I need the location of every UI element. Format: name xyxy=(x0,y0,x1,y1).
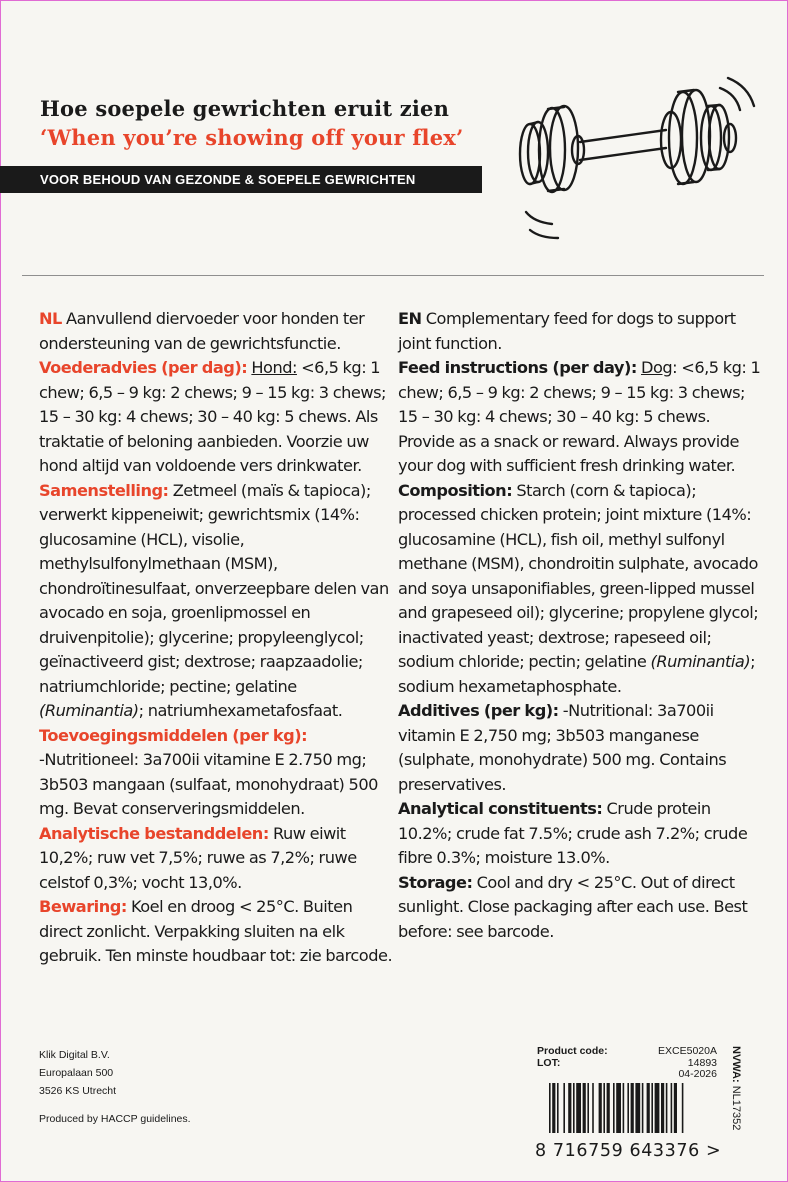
barcode-bar xyxy=(661,1083,664,1133)
barcode-bar xyxy=(671,1083,673,1133)
storage-text: Koel en droog < 25°C. Buiten direct zonlicht. Verpakking sluiten na elk gebruik. Ten minste houdbaar tot: zie barcode. xyxy=(39,897,393,965)
barcode-bar xyxy=(655,1083,660,1133)
composition-label: Composition: xyxy=(398,480,513,500)
title-dutch: Hoe soepele gewrichten eruit zien xyxy=(40,96,450,121)
company-city: 3526 KS Utrecht xyxy=(39,1085,117,1097)
barcode xyxy=(535,1083,715,1141)
product-code-value: EXCE5020A xyxy=(658,1045,717,1057)
header xyxy=(40,96,500,150)
lot-value: 14893 xyxy=(687,1056,717,1069)
feeding-target: Dog xyxy=(641,358,673,377)
intro-text: Aanvullend diervoeder voor honden ter ondersteuning van de gewrichtsfunctie. xyxy=(39,309,365,353)
composition-label: Samenstelling: xyxy=(39,480,169,500)
storage-label: Storage: xyxy=(398,872,473,892)
company-address xyxy=(39,1046,116,1100)
barcode-bar xyxy=(583,1083,586,1133)
product-code-label: Product code: xyxy=(537,1045,608,1057)
title-english: ‘When you’re showing off your flex’ xyxy=(40,125,464,150)
nvwa-registration xyxy=(730,1046,742,1130)
feeding-text: : <6,5 kg: 1 chew; 6,5 – 9 kg: 2 chews; 9 – 15 kg: 3 chews; 15 – 30 kg: 4 chews; 30 – 40 kg: 5 chews. Provide as a snack or reward. Always provide your dog with sufficient fresh drinking water. xyxy=(398,358,761,475)
barcode-bar xyxy=(557,1083,559,1133)
nvwa-value: NL17352 xyxy=(730,1082,742,1131)
barcode-bar xyxy=(674,1083,677,1133)
barcode-bar xyxy=(631,1083,634,1133)
feeding-label: Feed instructions (per day): xyxy=(398,358,637,377)
analytical-label: Analytical constituents: xyxy=(398,799,603,818)
lang-code-nl: NL xyxy=(39,309,62,328)
analytical-label: Analytische bestanddelen: xyxy=(39,823,269,843)
composition-text: Starch (corn & tapioca); processed chicken protein; joint mixture (14%: glucosamine (HCL), fish oil, methyl sulfonyl methane (MSM), chondroitin sulphate, avocado and soya unsaponifiables, green-lipped mussel and grapeseed oil); glycerine; propylene glycol; inactivated yeast; dextrose; rapeseed oil; sodium chloride; pectin; gelatine xyxy=(398,480,759,671)
barcode-bar xyxy=(647,1083,650,1133)
feeding-text: <6,5 kg: 1 chew; 6,5 – 9 kg: 2 chews; 9 – 15 kg: 3 chews; 15 – 30 kg: 4 chews; 30 – 40 kg: 5 chews. Als traktatie of beloning aanbieden. Voorzie uw hond altijd van voldoende vers drinkwater. xyxy=(39,358,386,475)
barcode-bar xyxy=(563,1083,565,1133)
column-english xyxy=(398,307,762,944)
composition-end: ; natriumhexametafosfaat. xyxy=(138,701,343,720)
barcode-bar xyxy=(682,1083,684,1133)
composition-end: ; sodium hexametaphosphate. xyxy=(398,652,756,696)
barcode-bar xyxy=(651,1083,653,1133)
barcode-bar xyxy=(587,1083,589,1133)
barcode-bar xyxy=(552,1083,555,1133)
analytical-text: Ruw eiwit 10,2%; ruw vet 7,5%; ruwe as 7,2%; ruwe celstof 0,3%; vocht 13,0%. xyxy=(39,823,357,892)
barcode-bar xyxy=(613,1083,615,1133)
barcode-bar xyxy=(568,1083,571,1133)
barcode-bar xyxy=(592,1083,594,1133)
barcode-bar xyxy=(642,1083,644,1133)
barcode-number: 8 716759 643376 > xyxy=(535,1141,722,1161)
expiry-date: 04-2026 xyxy=(678,1068,717,1080)
barcode-bar xyxy=(635,1083,640,1133)
additives-text: -Nutritioneel: 3a700ii vitamine E 2.750 mg; 3b503 mangaan (sulfaat, monohydraat) 500 mg. Bevat conserveringsmiddelen. xyxy=(39,750,378,818)
barcode-bar xyxy=(599,1083,602,1133)
banner: VOOR BEHOUD VAN GEZONDE & SOEPELE GEWRICHTEN xyxy=(0,166,482,193)
lang-code-en: EN xyxy=(398,309,422,328)
intro-text: Complementary feed for dogs to support joint function. xyxy=(398,309,736,353)
storage-label: Bewaring: xyxy=(39,897,127,916)
analytical-text: Crude protein 10.2%; crude fat 7.5%; crude ash 7.2%; crude fibre 0.3%; moisture 13.0%. xyxy=(398,799,748,867)
divider xyxy=(22,275,764,276)
additives-label: Toevoegingsmiddelen (per kg): xyxy=(39,725,308,745)
barcode-bar xyxy=(623,1083,625,1133)
lot-label: LOT: xyxy=(537,1056,561,1069)
barcode-bar xyxy=(607,1083,610,1133)
additives-text: -Nutritional: 3a700ii vitamin E 2,750 mg; 3b503 manganese (sulphate, monohydrate) 500 mg. Contains preservatives. xyxy=(398,701,727,794)
dumbbell-icon xyxy=(508,72,768,252)
barcode-bar xyxy=(666,1083,668,1133)
composition-italic: (Ruminantia) xyxy=(650,652,751,671)
barcode-bar xyxy=(616,1083,621,1133)
company-name: Klik Digital B.V. xyxy=(39,1049,110,1061)
feeding-target: Hond: xyxy=(251,358,297,377)
composition-italic: (Ruminantia) xyxy=(39,701,139,720)
barcode-bar xyxy=(627,1083,629,1133)
column-dutch xyxy=(39,307,399,969)
haccp-note: Produced by HACCP guidelines. xyxy=(39,1113,191,1125)
nvwa-label: NVWA: xyxy=(730,1046,742,1083)
feeding-label: Voederadvies (per dag): xyxy=(39,358,248,377)
product-codes xyxy=(537,1046,717,1081)
composition-text: Zetmeel (maïs & tapioca); verwerkt kippeneiwit; gewrichtsmix (14%: glucosamine (HCL), visolie, methylsulfonylmethaan (MSM), chondroïtinesulfaat, onverzeepbare delen van avocado en soja, groenlipmossel en druivenpitolie); glycerine; propyleenglycol; geïnactiveerd gist; dextrose; raapzaadolie; natriumchloride; pectine; gelatine xyxy=(39,480,389,696)
barcode-bar xyxy=(603,1083,605,1133)
barcode-bar xyxy=(576,1083,581,1133)
barcode-bar xyxy=(549,1083,551,1133)
company-street: Europalaan 500 xyxy=(39,1067,114,1079)
storage-text: Cool and dry < 25°C. Out of direct sunlight. Close packaging after each use. Best before: see barcode. xyxy=(398,872,748,941)
barcode-bar xyxy=(573,1083,575,1133)
additives-label: Additives (per kg): xyxy=(398,701,559,720)
